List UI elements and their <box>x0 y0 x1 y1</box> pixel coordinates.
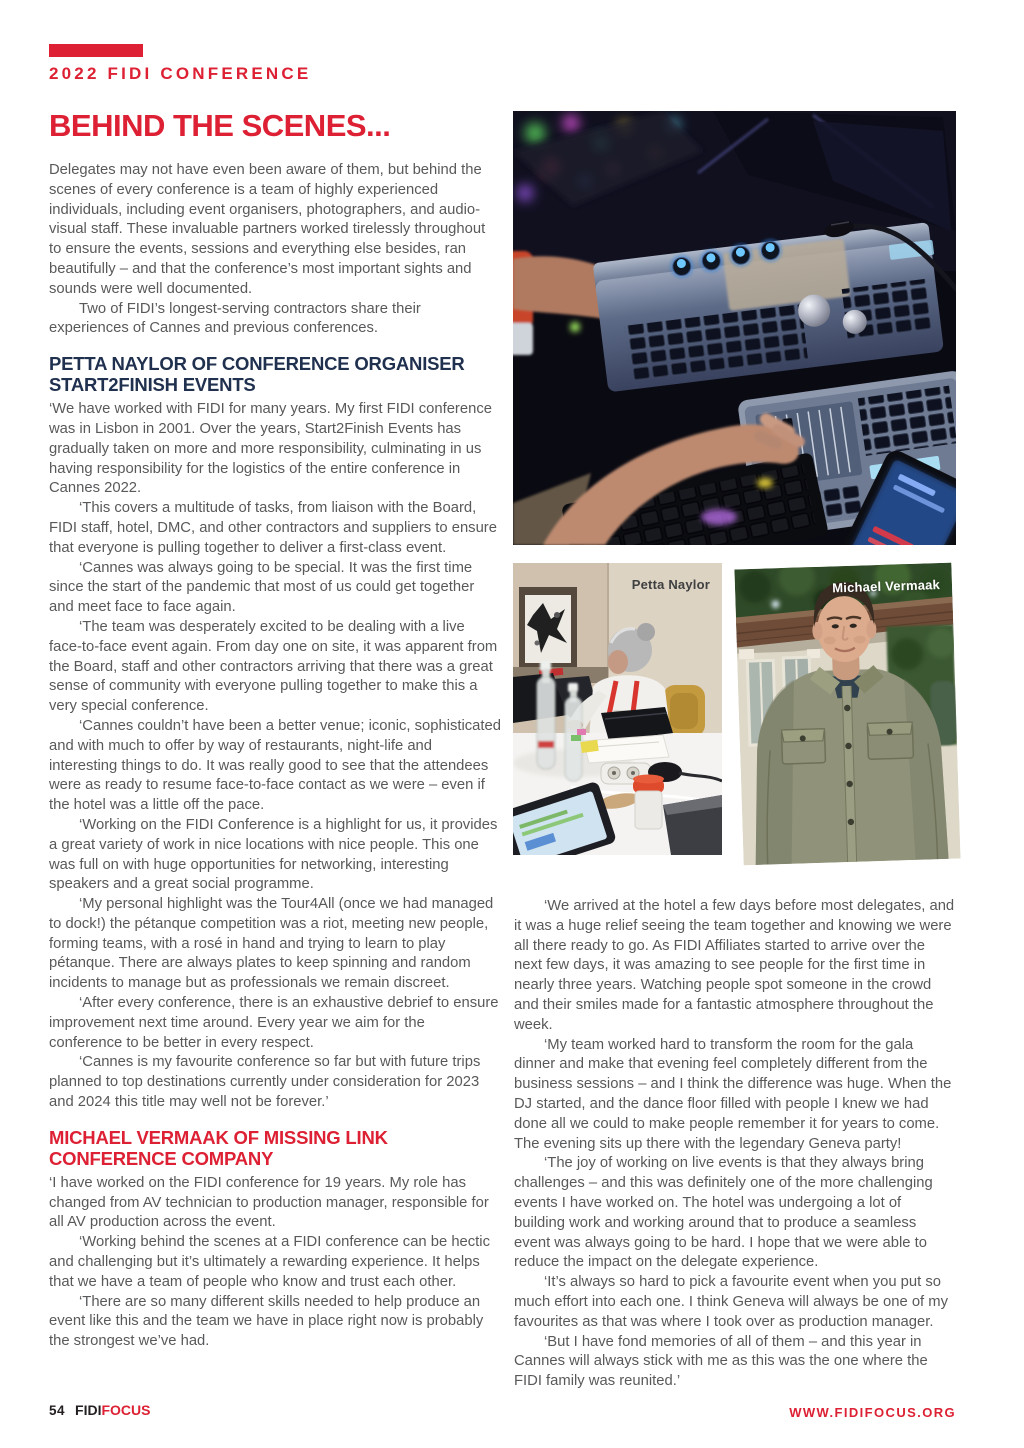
heading-michael-vermaak <box>49 1127 501 1169</box>
intro-paragraphs <box>49 161 501 339</box>
michael-paragraphs-left <box>49 1174 501 1352</box>
page-title: BEHIND THE SCENES... <box>49 108 391 143</box>
petta-naylor-photo <box>513 563 722 855</box>
paragraph: ‘Cannes was always going to be special. It was the first time since the start of the pandemic that most of us could get together and meet face to face again. <box>49 559 475 616</box>
petta-photo-illustration <box>513 563 722 855</box>
heading-line: START2FINISH EVENTS <box>49 374 256 396</box>
left-column <box>49 44 501 1352</box>
paragraph: ‘There are so many different skills needed to help produce an event like this and the team we have in place right now is probably the strongest we’ve had. <box>49 1293 484 1350</box>
paragraph: ‘Cannes is my favourite conference so far but with future trips planned to top destinations currently under consideration for 2023 and 2024 this title may well not be forever.’ <box>49 1054 481 1111</box>
paragraph: ‘It’s always so hard to pick a favourite event when you put so much effort into each one. I think Geneva will always be one of my favourites as that was where I took over as production manager. <box>514 1274 949 1330</box>
paragraph: ‘After every conference, there is an exhaustive debrief to ensure improvement next time around. Every year we aim for the conference to be better in every respect. <box>49 995 499 1051</box>
paragraph: Two of FIDI’s longest-serving contractors share their experiences of Cannes and previous conferences. <box>49 300 421 337</box>
heading-line: MICHAEL VERMAAK OF MISSING LINK <box>49 1126 388 1148</box>
paragraph: ‘We have worked with FIDI for many years. My first FIDI conference was in Lisbon in 2001. Over the years, Start2Finish Events has gradually taken on more and more responsibility, culminating in us having responsibility for the logistics of the entire conference in Cannes 2022. <box>49 401 492 497</box>
paragraph: Delegates may not have even been aware of them, but behind the scenes of every conference is a team of highly experienced individuals, including event organisers, photographers, and audio-visual staff. These invaluable partners worked tirelessly throughout to ensure the events, sessions and everything else besides, ran beautifully – and that the conference’s most important sights and sounds were well documented. <box>49 162 486 297</box>
page-number: 54 <box>49 1403 66 1418</box>
right-column <box>514 897 956 1392</box>
footer-website: WWW.FIDIFOCUS.ORG <box>789 1405 956 1420</box>
console-photo-illustration <box>513 111 956 545</box>
heading-petta-naylor <box>49 353 501 395</box>
heading-line: CONFERENCE COMPANY <box>49 1147 274 1169</box>
michael-paragraphs-right <box>514 897 956 1392</box>
paragraph: ‘The joy of working on live events is that they always bring challenges – and this was definitely one of the more challenging events I have worked on. The hotel was undergoing a lot of building work and working around that to produce a seamless event was always going to be hard. I hope that we were able to reduce the impact on the delegate experience. <box>514 1155 933 1271</box>
section-kicker: 2022 FIDI CONFERENCE <box>49 64 312 83</box>
paragraph: ‘But I have fond memories of all of them – and this year in Cannes will always stick with me as this was the one where the FIDI family was reunited.’ <box>514 1333 928 1390</box>
brand-focus: FOCUS <box>101 1402 151 1418</box>
michael-vermaak-photo <box>734 563 960 866</box>
paragraph: ‘The team was desperately excited to be dealing with a live face-to-face event again. From day one on site, it was apparent from the Board, staff and other contractors arriving that there was a great sense of community with everyone pulling together to make this a very special conference. <box>49 618 498 715</box>
paragraph: ‘Working behind the scenes at a FIDI conference can be hectic and challenging but it’s ultimately a rewarding experience. It helps that we have a team of people who know and trust each other. <box>49 1234 490 1290</box>
heading-line: PETTA NAYLOR OF CONFERENCE ORGANISER <box>49 353 465 375</box>
michael-photo-illustration <box>734 563 960 866</box>
paragraph: ‘Working on the FIDI Conference is a highlight for us, it provides a great variety of work in nice locations with nice people. This one was full on with huge opportunities for networking, interesting speakers and a great social programme. <box>49 816 498 893</box>
petta-paragraphs <box>49 400 501 1113</box>
paragraph: ‘My personal highlight was the Tour4All (once we had managed to dock!) the pétanque competition was a riot, meeting new people, forming teams, with a rosé in hand and trying to learn to play pétanque. There are always plates to keep spinning and random incidents to manage but as professionals we remain discreet. <box>49 896 494 992</box>
paragraph: ‘I have worked on the FIDI conference for 19 years. My role has changed from AV technician to production manager, responsible for all AV production across the event. <box>49 1174 489 1231</box>
brand-fidi: FIDI <box>75 1402 102 1418</box>
paragraph: ‘This covers a multitude of tasks, from liaison with the Board, FIDI staff, hotel, DMC, and other contractors and suppliers to ensure that everyone is pulling together to deliver a first-class event. <box>49 500 497 556</box>
photo-caption-michael: Michael Vermaak <box>831 577 941 596</box>
console-operator-photo <box>513 111 956 545</box>
photo-caption-petta: Petta Naylor <box>631 577 710 592</box>
footer-left <box>49 1402 150 1418</box>
paragraph: ‘My team worked hard to transform the room for the gala dinner and make that evening feel completely different from the business sessions – and I think the difference was huge. When the DJ started, and the dance floor filled with people I knew we had done all we could to make people remember it for years to come. The evening sits up there with the legendary Geneva party! <box>514 1036 952 1152</box>
paragraph: ‘Cannes couldn’t have been a better venue; iconic, sophisticated and with much to offer by way of restaurants, night-life and interesting things to do. It was really good to see that the attendees were as ready to resume face-to-face contact as we were – even if the hotel was a little off the pace. <box>49 717 501 814</box>
paragraph: ‘We arrived at the hotel a few days before most delegates, and it was a huge relief seeing the team together and knowing we were all there ready to go. As FIDI Affiliates started to arrive over the next few days, it was amazing to see people for the first time in nearly three years. Watching people spot someone in the crowd and their smiles made for a fantastic atmosphere throughout the week. <box>514 898 955 1033</box>
section-marker-bar <box>49 44 143 57</box>
